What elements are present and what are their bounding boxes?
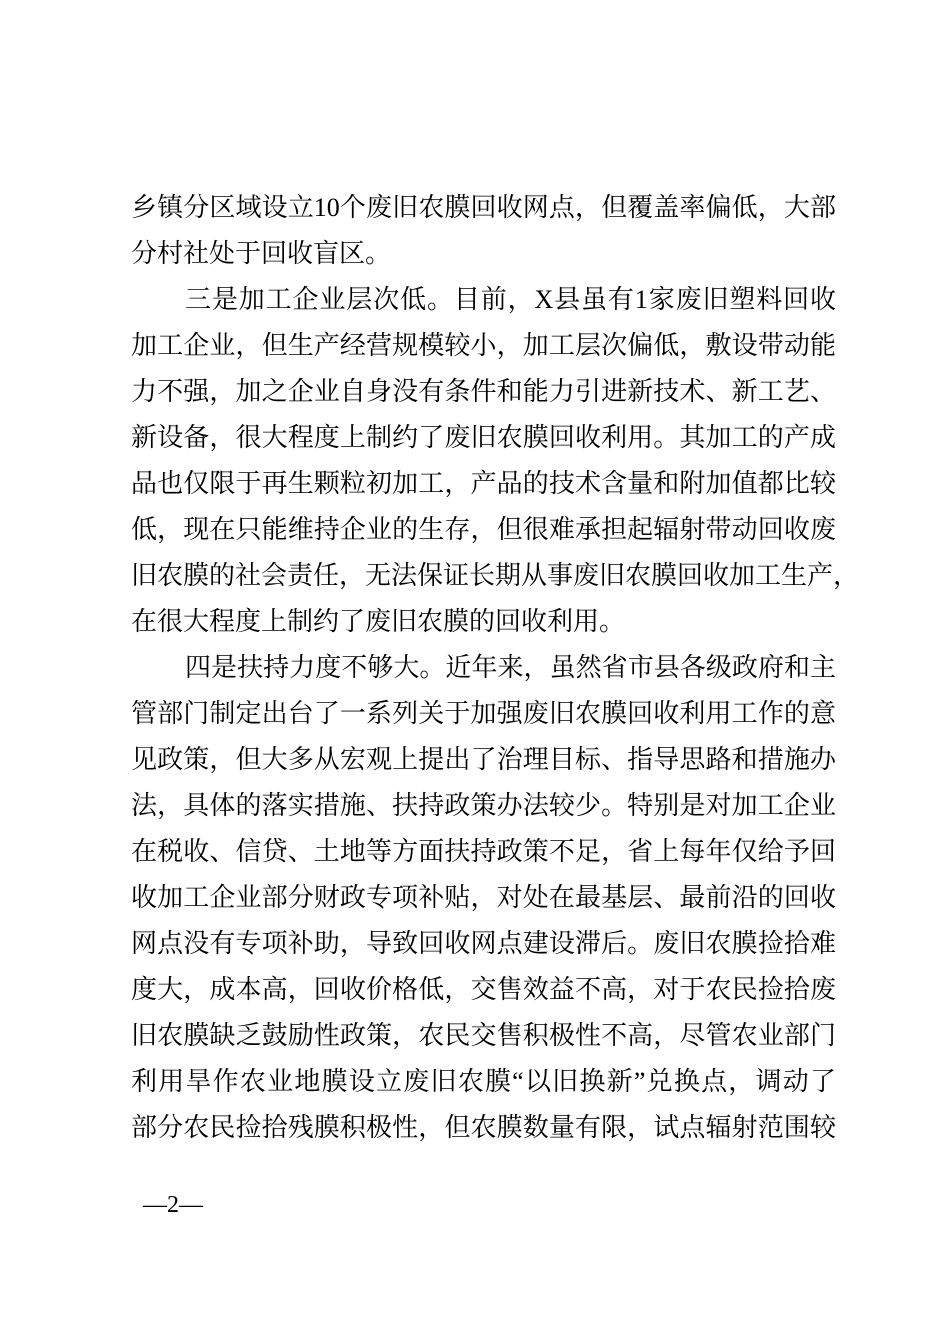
- text-line: 乡镇分区域设立10个废旧农膜回收网点，但覆盖率偏低，大部: [131, 193, 836, 222]
- text-line: 旧农膜缺乏鼓励性政策，农民交售积极性不高，尽管农业部门: [131, 1021, 836, 1050]
- text-line: 四是扶持力度不够大。近年来，虽然省市县各级政府和主: [185, 653, 836, 682]
- text-line: 网点没有专项补助，导致回收网点建设滞后。废旧农膜捡拾难: [131, 929, 836, 958]
- text-line: 管部门制定出台了一系列关于加强废旧农膜回收利用工作的意: [131, 699, 836, 728]
- text-line: 法，具体的落实措施、扶持政策办法较少。特别是对加工企业: [131, 791, 836, 820]
- text-line: 利用旱作农业地膜设立废旧农膜“以旧换新”兑换点，调动了: [131, 1067, 836, 1096]
- text-line: 新设备，很大程度上制约了废旧农膜回收利用。其加工的产成: [131, 423, 836, 452]
- text-line: 低，现在只能维持企业的生存，但很难承担起辐射带动回收废: [131, 515, 836, 544]
- text-line: 部分农民捡拾残膜积极性，但农膜数量有限，试点辐射范围较: [131, 1113, 836, 1142]
- text-line: 分村社处于回收盲区。: [131, 239, 392, 268]
- text-line: 三是加工企业层次低。目前，X县虽有1家废旧塑料回收: [185, 285, 836, 314]
- text-line: 在很大程度上制约了废旧农膜的回收利用。: [131, 607, 626, 636]
- text-line: 在税收、信贷、土地等方面扶持政策不足，省上每年仅给予回: [131, 837, 836, 866]
- text-line: 收加工企业部分财政专项补贴，对处在最基层、最前沿的回收: [131, 883, 836, 912]
- page-number: —2—: [143, 1192, 203, 1218]
- text-line: 度大，成本高，回收价格低，交售效益不高，对于农民捡拾废: [131, 975, 836, 1004]
- text-line: 见政策，但大多从宏观上提出了治理目标、指导思路和措施办: [131, 745, 836, 774]
- text-line: 旧农膜的社会责任，无法保证长期从事废旧农膜回收加工生产，: [131, 561, 860, 590]
- document-body: [131, 185, 860, 1151]
- text-line: 力不强，加之企业自身没有条件和能力引进新技术、新工艺、: [131, 377, 836, 406]
- text-line: 品也仅限于再生颗粒初加工，产品的技术含量和附加值都比较: [131, 469, 836, 498]
- text-line: 加工企业，但生产经营规模较小，加工层次偏低，敷设带动能: [131, 331, 836, 360]
